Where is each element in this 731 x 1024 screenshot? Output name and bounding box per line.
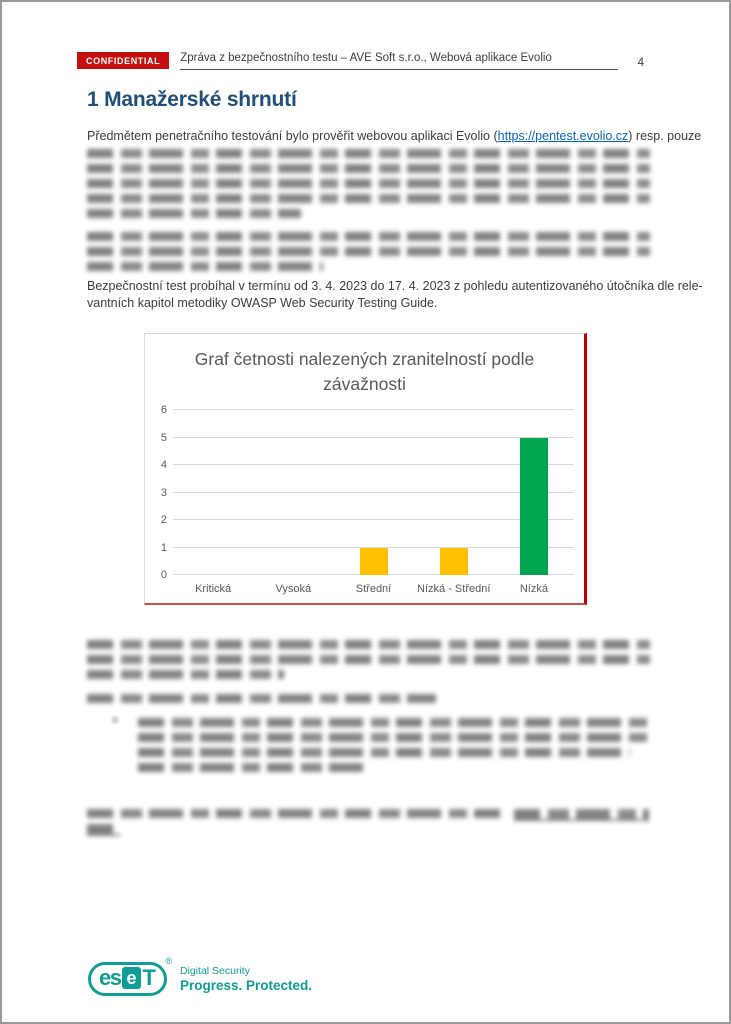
redacted-text-line bbox=[87, 807, 650, 820]
redacted-text-line bbox=[87, 162, 650, 175]
chart-xtick-label: Nízká bbox=[519, 583, 548, 595]
redacted-text-line bbox=[138, 716, 650, 729]
redacted-text-line bbox=[87, 192, 650, 205]
redacted-text-line bbox=[87, 245, 650, 258]
eset-logo-letters-es: es bbox=[99, 965, 121, 990]
page-number: 4 bbox=[637, 57, 644, 69]
registered-trademark-icon: ® bbox=[165, 956, 172, 966]
chart-ytick-label: 1 bbox=[160, 541, 167, 554]
objective-paragraph-redacted bbox=[87, 228, 650, 275]
chart-bar-n-zk-st-edn- bbox=[440, 548, 468, 576]
redacted-text-line bbox=[87, 668, 650, 681]
intro-redacted-lines bbox=[87, 147, 650, 220]
chart-xtick-label: Vysoká bbox=[275, 583, 312, 595]
chart-ytick-label: 4 bbox=[160, 459, 167, 472]
redacted-text-line bbox=[87, 638, 650, 651]
section-heading: 1 Manažerské shrnutí bbox=[87, 88, 297, 111]
eset-tagline-1: Digital Security bbox=[179, 965, 250, 977]
chart-xtick-label: Kritická bbox=[195, 583, 232, 595]
redacted-text-line bbox=[87, 822, 650, 835]
scope-line-1: Bezpečnostní test probíhal v termínu od 3. 4. 2023 do 17. 4. 2023 z pohledu autentizovaného útočníka dle rele- bbox=[87, 279, 703, 293]
eset-taglines bbox=[180, 965, 312, 993]
results-paragraph-redacted bbox=[87, 636, 650, 683]
intro-first-line bbox=[87, 128, 702, 145]
chart-column bbox=[333, 410, 413, 575]
header-title: Zpráva z bezpečnostního testu – AVE Soft s.r.o., Webová aplikace Evolio bbox=[180, 52, 618, 70]
finding-bullet-item bbox=[112, 714, 650, 776]
page-header bbox=[77, 52, 618, 70]
vulnerability-chart bbox=[144, 333, 587, 605]
bullet-text-redacted bbox=[138, 714, 650, 776]
chart-column bbox=[414, 410, 494, 575]
redacted-text-line bbox=[87, 207, 650, 220]
chart-xaxis bbox=[173, 583, 574, 595]
intro-text-after-link: ) resp. pouze bbox=[628, 129, 702, 143]
redacted-text-line bbox=[87, 692, 650, 705]
chart-column bbox=[173, 410, 253, 575]
redacted-text-line bbox=[87, 177, 650, 190]
confidential-badge: CONFIDENTIAL bbox=[77, 52, 169, 69]
redacted-text-line bbox=[138, 761, 650, 774]
chart-bar-st-edn- bbox=[360, 548, 388, 576]
redacted-text-line bbox=[87, 653, 650, 666]
redacted-text-line bbox=[87, 230, 650, 243]
redacted-text-line bbox=[87, 147, 650, 160]
scope-paragraph bbox=[87, 278, 703, 312]
chart-ytick-label: 3 bbox=[160, 486, 167, 499]
chart-ytick-label: 2 bbox=[160, 514, 167, 527]
eset-logo-letter-t: T bbox=[142, 965, 156, 990]
chart-column bbox=[253, 410, 333, 575]
redacted-text-line bbox=[138, 731, 650, 744]
eset-logo bbox=[88, 956, 172, 996]
chart-xtick-label: Střední bbox=[355, 583, 392, 595]
closing-paragraph-redacted[interactable] bbox=[87, 805, 650, 837]
chart-column bbox=[494, 410, 574, 575]
chart-bar-n-zk- bbox=[520, 438, 548, 576]
bullet-marker: o bbox=[112, 714, 119, 726]
chart-ytick-label: 0 bbox=[160, 569, 167, 581]
eset-logo-letter-e-box: e bbox=[122, 967, 140, 989]
footer bbox=[88, 956, 312, 996]
intro-paragraph bbox=[87, 128, 702, 222]
chart-plot bbox=[173, 410, 574, 575]
pentest-url-link[interactable]: https://pentest.evolio.cz bbox=[497, 129, 629, 143]
eset-tagline-2: Progress. Protected. bbox=[179, 978, 312, 993]
chart-title: Graf četnosti nalezených zranitelností podle závažnosti bbox=[194, 349, 535, 394]
redacted-text-line bbox=[87, 260, 650, 273]
chart-xtick-label: Nízká - Střední bbox=[417, 583, 491, 595]
intro-text-before-link: Předmětem penetračního testování bylo prověřit webovou aplikaci Evolio ( bbox=[87, 129, 498, 143]
redacted-text-line bbox=[138, 746, 650, 759]
leadin-paragraph-redacted bbox=[87, 690, 650, 707]
chart-columns bbox=[173, 410, 574, 575]
chart-ytick-label: 6 bbox=[160, 404, 167, 416]
scope-line-2: vantních kapitol metodiky OWASP Web Security Testing Guide. bbox=[87, 296, 438, 310]
chart-ytick-label: 5 bbox=[160, 431, 167, 444]
chart-yaxis bbox=[151, 404, 167, 581]
